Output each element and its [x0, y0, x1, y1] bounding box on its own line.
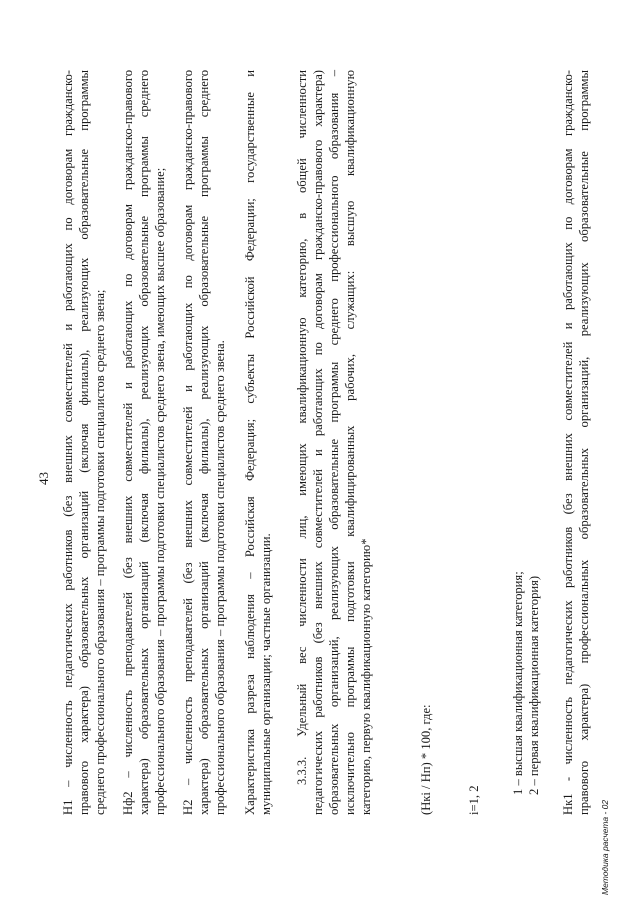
paragraph-cut	[242, 70, 274, 815]
paragraph-333	[294, 70, 374, 815]
text-line: Нк1 - численность педагогических работников (без внешних совместителей и работающих по договорам гражданско-	[561, 70, 575, 815]
text-line: i=1, 2	[467, 785, 481, 815]
text-line: исключительно программы подготовки квалифицированных рабочих, служащих: высшую квалификационную	[343, 70, 357, 815]
text-line: профессионального образования – программы подготовки специалистов среднего звена, имеющих высшее образование;	[153, 167, 167, 815]
footer-note: Методика расчета - 02	[600, 799, 610, 895]
index-range	[466, 515, 482, 815]
text-line: среднего профессионального образования – программы подготовки специалистов среднего звена;	[93, 289, 107, 815]
text-line: образовательных организаций, реализующих образовательные программы среднего профессионального образования –	[327, 70, 341, 815]
text-line: педагогических работников (без внешних совместителей и работающих по договорам гражданско-правового характера)	[311, 70, 325, 815]
paragraph-nf2	[120, 70, 168, 815]
text-line: Нф2 – численность преподавателей (без внешних совместителей и работающих по договорам гражданско-правового	[121, 70, 135, 815]
list-item: 2 – первая квалификационная категория)	[527, 575, 541, 795]
text-line: правового характера) профессиональных образовательных организаций, реализующих образовательные программы	[577, 70, 591, 815]
formula-line: (Нкi / Нп) * 100, где:	[419, 704, 433, 815]
paragraph-n1	[60, 70, 108, 815]
text-line: категорию, первую квалификационную категорию*	[359, 538, 373, 815]
text-line: характера) образовательных организаций (включая филиалы), реализующих образовательные программы среднего	[197, 70, 211, 815]
text-line: муниципальные организации; частные организации.	[259, 533, 273, 815]
formula	[418, 415, 434, 815]
category-list	[510, 395, 542, 795]
text-line: Н1 – численность педагогических работников (без внешних совместителей и работающих по договорам гражданско-	[61, 70, 75, 815]
text-line: Характеристика разреза наблюдения – Российская Федерация; субъекты Российской Федерации; государственные и	[243, 70, 257, 815]
text-line: 3.3.3. Удельный вес численности лиц, имеющих квалификационную категорию, в общей численности	[295, 70, 309, 785]
text-line: правового характера) образовательных организаций (включая филиалы), реализующих образовательные программы	[77, 70, 91, 815]
paragraph-n2	[180, 70, 228, 815]
text-line: характера) образовательных организаций (включая филиалы), реализующих образовательные программы среднего	[137, 70, 151, 815]
text-line: профессионального образования – программы подготовки специалистов среднего звена.	[213, 340, 227, 815]
text-line: Н2 – численность преподавателей (без внешних совместителей и работающих по договорам гражданско-правового	[181, 70, 195, 815]
list-item: 1 – высшая квалификационная категория;	[511, 571, 525, 795]
paragraph-nk1	[560, 70, 592, 815]
page-number: 43	[36, 472, 51, 485]
